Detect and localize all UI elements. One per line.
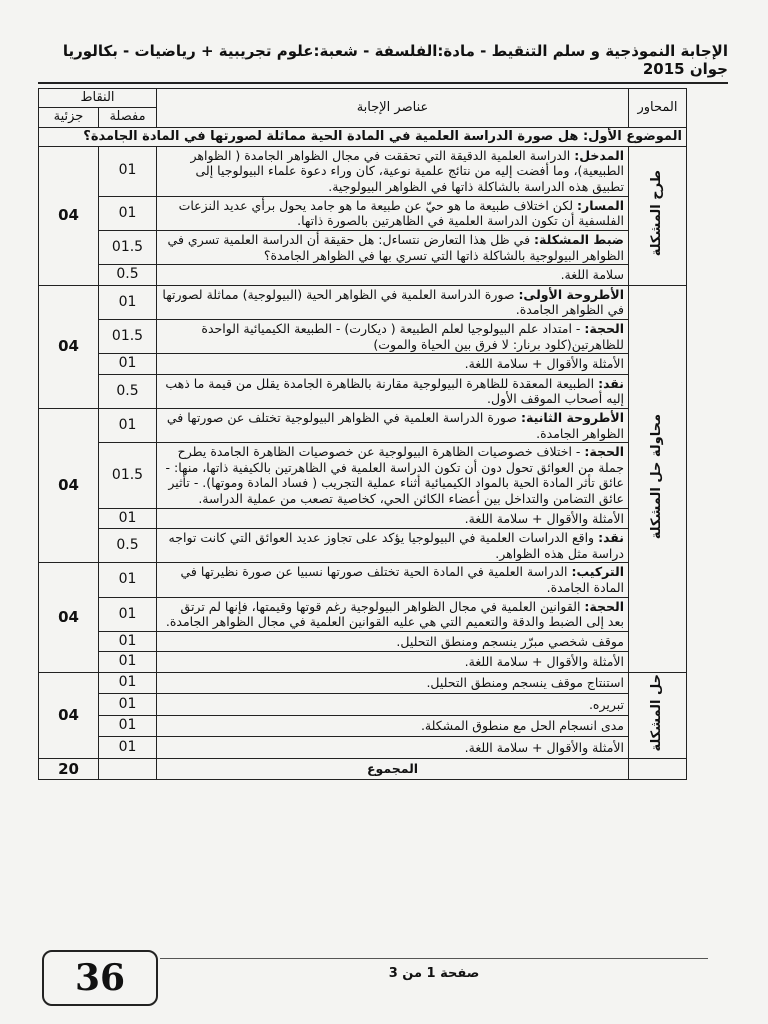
table-row xyxy=(39,265,687,286)
row-content xyxy=(157,285,629,319)
row-content xyxy=(157,563,629,597)
row-text: الأمثلة والأقوال + سلامة اللغة. xyxy=(464,739,624,755)
grading-groups xyxy=(39,146,687,758)
row-content xyxy=(157,146,629,196)
row-text: الطبيعة المعقدة للظاهرة البيولوجية مقارنة بالظاهرة الجامدة يقلل من قيمة ما ذهب إليه أصحاب الموقف الأول. xyxy=(165,375,624,407)
row-label: الحجة: xyxy=(584,598,624,614)
row-text: في ظل هذا التعارض نتساءل: هل حقيقة أن الدراسة العلمية تسري في الظواهر البيولوجية بالشاكلة ذاتها التي تسري بها في الظواهر الجامدة؟ xyxy=(167,231,624,263)
page-number-box: 36 xyxy=(42,950,158,1006)
row-content xyxy=(157,508,629,529)
footer-divider xyxy=(160,958,708,959)
row-text: الأمثلة والأقوال + سلامة اللغة. xyxy=(464,356,624,372)
axis-label: حل المشكلة xyxy=(649,673,665,752)
group-total: 04 xyxy=(39,146,99,285)
row-points: 01 xyxy=(99,652,157,673)
row-points: 01 xyxy=(99,715,157,736)
row-text: - اختلاف خصوصيات الظاهرة البيولوجية عن خصوصيات الظاهرة الجامدة يطرح جملة من العوائق تحول دون أن تكون الدراسة العلمية في الظاهرتين بالكيفية ذاتها، منها: - عائق تأثر المادة الحية بالمواد الكيميائية أثناء عملية التجريب ( فساد المادة وموتها). - تأثير عائق التضامن والتداخل بين أعضاء الكائن الحي، كخاصية تصعب من عملية الدراسة. xyxy=(165,444,624,506)
detailed-header: مفصلة xyxy=(99,108,157,127)
row-points: 0.5 xyxy=(99,374,157,408)
row-label: نقد: xyxy=(598,530,624,546)
grading-table xyxy=(38,88,687,780)
row-content xyxy=(157,443,629,509)
table-row xyxy=(39,408,687,442)
row-points: 01 xyxy=(99,694,157,715)
points-header: النقاط xyxy=(39,89,157,108)
row-content xyxy=(157,694,629,715)
row-points: 01 xyxy=(99,672,157,693)
row-label: الأطروحة الأولى: xyxy=(518,286,624,302)
row-content xyxy=(157,354,629,375)
row-label: المسار: xyxy=(577,197,624,213)
elements-header: عناصر الإجابة xyxy=(157,89,629,128)
table-row xyxy=(39,508,687,529)
table-row xyxy=(39,319,687,353)
row-label: التركيب: xyxy=(571,564,624,580)
row-content xyxy=(157,715,629,736)
row-content xyxy=(157,265,629,286)
row-text: الدراسة العلمية الدقيقة التي تحققت في مجال الظواهر الجامدة ( الظواهر الطبيعية)، وما أفضت إليه من نتائج علمية نوعية، كان وراء دعوة علماء البيولوجيا إلى تطبيق هذه الدراسة بالشاكلة ذاتها في الظواهر البيولوجية. xyxy=(190,147,624,194)
table-row xyxy=(39,285,687,319)
table-row xyxy=(39,652,687,673)
row-text: الدراسة العلمية في المادة الحية تختلف صورتها نسبيا عن صورة نظيرتها في المادة الجامدة. xyxy=(180,564,624,595)
row-text: واقع الدراسات العلمية في البيولوجيا يؤكد على تجاوز عديد العوائق التي كانت تواجه دراسة مثل هذه الظواهر. xyxy=(168,530,624,561)
row-label: الحجة: xyxy=(584,320,624,336)
row-content xyxy=(157,597,629,631)
row-points: 01 xyxy=(99,563,157,597)
row-text: الأمثلة والأقوال + سلامة اللغة. xyxy=(464,510,624,526)
group-total: 04 xyxy=(39,285,99,408)
topic-question: هل صورة الدراسة العلمية في المادة الحية مماثلة لصورتها في المادة الجامدة؟ xyxy=(83,128,579,144)
row-points: 01 xyxy=(99,146,157,196)
row-points: 01 xyxy=(99,597,157,631)
row-content xyxy=(157,408,629,442)
table-row xyxy=(39,374,687,408)
table-row xyxy=(39,563,687,597)
row-content xyxy=(157,652,629,673)
row-points: 01.5 xyxy=(99,319,157,353)
row-text: الأمثلة والأقوال + سلامة اللغة. xyxy=(464,654,624,670)
table-header-row xyxy=(39,89,687,108)
row-text: لكن اختلاف طبيعة ما هو حيّ عن طبيعة ما هو جامد يحول برأي عديد النزعات الفلسفية أن تكون الدراسة العلمية في الظاهرتين بالصورة ذاتها. xyxy=(178,197,624,229)
sum-total: 20 xyxy=(39,758,99,780)
row-text: صورة الدراسة العلمية في الظواهر البيولوجية تختلف عن صورتها في الظواهر الجامدة. xyxy=(166,409,624,441)
table-row xyxy=(39,631,687,652)
document-header: الإجابة النموذجية و سلم التنقيط - مادة:الفلسفة - شعبة:علوم تجريبية + رياضيات - بكالوريا جوان 2015 xyxy=(38,42,728,84)
table-row xyxy=(39,443,687,509)
row-text: - امتداد علم البيولوجيا لعلم الطبيعة ( ديكارت) - الطبيعة الكيميائية الواحدة للظاهرتين(كلود برنار: لا فرق بين الحياة والموت) xyxy=(201,320,624,352)
row-label: ضبط المشكلة: xyxy=(534,231,624,247)
row-text: موقف شخصي مبرّر ينسجم ومنطق التحليل. xyxy=(396,633,624,649)
row-points: 0.5 xyxy=(99,529,157,563)
table-row xyxy=(39,672,687,693)
sum-row xyxy=(39,758,687,780)
group-total: 04 xyxy=(39,672,99,758)
row-text: مدى انسجام الحل مع منطوق المشكلة. xyxy=(420,718,624,734)
topic-row xyxy=(39,127,687,146)
row-content xyxy=(157,374,629,408)
row-points: 01 xyxy=(99,354,157,375)
row-points: 01 xyxy=(99,285,157,319)
partial-header: جزئية xyxy=(39,108,99,127)
row-points: 01.5 xyxy=(99,230,157,264)
row-text: القوانين العلمية في مجال الظواهر البيولوجية رغم قوتها وقيمتها، فإنها لم ترتق بعد إلى الضبط والدقة والتعميم التي هي عليه القوانين العلمية في مجال الظواهر الجامدة. xyxy=(165,598,624,630)
axis-label: محاولة حل المشكلة xyxy=(649,413,665,539)
sum-label: المجموع xyxy=(157,758,629,780)
row-label: الحجة: xyxy=(584,444,624,460)
row-text: استنتاج موقف ينسجم ومنطق التحليل. xyxy=(426,675,624,691)
table-row xyxy=(39,737,687,758)
group-total: 04 xyxy=(39,408,99,563)
group-total: 04 xyxy=(39,563,99,673)
row-points: 01.5 xyxy=(99,443,157,509)
row-content xyxy=(157,737,629,758)
axis-cell xyxy=(629,672,687,758)
row-content xyxy=(157,631,629,652)
row-label: المدخل: xyxy=(574,147,624,163)
axis-cell xyxy=(629,146,687,285)
row-points: 01 xyxy=(99,196,157,230)
axis-cell xyxy=(629,285,687,672)
table-row xyxy=(39,230,687,264)
table-row xyxy=(39,196,687,230)
row-content xyxy=(157,196,629,230)
table-row xyxy=(39,529,687,563)
axes-header: المحاور xyxy=(629,89,687,128)
row-points: 01 xyxy=(99,408,157,442)
table-row xyxy=(39,146,687,196)
row-content xyxy=(157,319,629,353)
table-row xyxy=(39,597,687,631)
row-label: الأطروحة الثانية: xyxy=(520,409,624,425)
row-points: 01 xyxy=(99,737,157,758)
page-footer: صفحة 1 من 3 xyxy=(388,966,480,981)
topic-label: الموضوع الأول: xyxy=(582,128,682,144)
table-row xyxy=(39,694,687,715)
row-text: تبريره. xyxy=(588,696,624,712)
table-row xyxy=(39,715,687,736)
table-row xyxy=(39,354,687,375)
row-text: صورة الدراسة العلمية في الظواهر الحية (البيولوجية) مماثلة لصورتها في الظواهر الجامدة. xyxy=(162,286,624,318)
row-content xyxy=(157,529,629,563)
row-points: 01 xyxy=(99,508,157,529)
row-points: 0.5 xyxy=(99,265,157,286)
row-text: سلامة اللغة. xyxy=(560,267,624,283)
row-points: 01 xyxy=(99,631,157,652)
row-content xyxy=(157,230,629,264)
row-label: نقد: xyxy=(598,375,624,391)
topic-cell xyxy=(39,127,687,146)
axis-label: طرح المشكلة xyxy=(649,169,665,257)
row-content xyxy=(157,672,629,693)
